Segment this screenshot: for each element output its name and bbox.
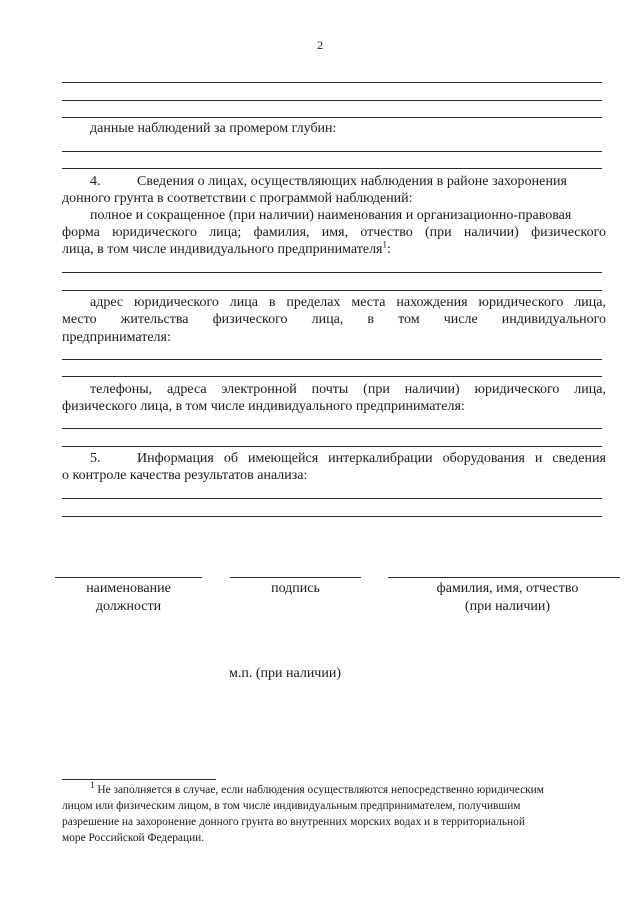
fill-line (62, 272, 602, 273)
section-5-number: 5. (90, 451, 101, 466)
fill-line (62, 117, 602, 118)
footnote-line: разрешение на захоронение донного грунта во внутренних морских водах и в территориальной (62, 816, 525, 828)
page-number: 2 (317, 38, 323, 52)
caption-line: должности (95, 599, 162, 614)
word: лица (229, 295, 258, 310)
position-caption (55, 580, 202, 616)
word: имя, (321, 225, 349, 240)
fill-line (62, 376, 602, 377)
word: интеркалибрации (328, 451, 433, 466)
word: лица, (574, 382, 606, 397)
section-5-heading (137, 451, 606, 467)
footnote-mark: 1 (90, 780, 95, 791)
text: : (387, 242, 391, 257)
address-text-line (90, 295, 606, 311)
word: физического (212, 312, 288, 327)
word: наличии) (404, 382, 460, 397)
fill-line (62, 100, 602, 101)
section-4-heading: Сведения о лицах, осуществляющих наблюдения в районе захоронения (137, 174, 568, 189)
section-4-text-line (62, 225, 606, 241)
fill-line (62, 428, 602, 429)
word: жительства (120, 312, 189, 327)
caption-line: фамилия, имя, отчество (436, 581, 579, 596)
word: (при (424, 225, 452, 240)
section-4-text-line: донного грунта в соответствии с программой наблюдений: (62, 191, 413, 206)
depth-measurements-label: данные наблюдений за промером глубин: (90, 121, 337, 136)
signature-caption (230, 580, 361, 598)
word: электронной (221, 382, 297, 397)
name-caption (400, 580, 615, 616)
word: юридического (134, 295, 219, 310)
address-text-line (62, 312, 606, 328)
fill-line (62, 516, 602, 517)
word: адреса (167, 382, 207, 397)
word: сведения (552, 451, 606, 466)
word: (при (363, 382, 390, 397)
word: имеющейся (247, 451, 319, 466)
word: юридического (112, 225, 197, 240)
word: фамилия, (253, 225, 310, 240)
section-4-number: 4. (90, 174, 101, 189)
word: лица, (311, 312, 344, 327)
word: в (268, 295, 276, 310)
signature-line (230, 577, 361, 578)
word: места (351, 295, 386, 310)
stamp-label: м.п. (при наличии) (229, 666, 341, 681)
word: об (223, 451, 238, 466)
fill-line (62, 498, 602, 499)
word: и (534, 451, 543, 466)
fill-line (62, 168, 602, 169)
fill-line (62, 151, 602, 152)
word: лица, (574, 295, 606, 310)
text: Не заполняется в случае, если наблюдения осуществляются непосредственно юридическим (97, 784, 544, 796)
caption-line: наименование (86, 581, 171, 596)
caption-line: подпись (271, 581, 320, 596)
fill-line (62, 82, 602, 83)
position-signature-line (55, 577, 202, 578)
word: форма (62, 225, 100, 240)
word: адрес (90, 295, 124, 310)
word: телефоны, (90, 382, 153, 397)
word: физического (531, 225, 606, 240)
fill-line (62, 359, 602, 360)
section-5-text-line: о контроле качества результатов анализа: (62, 468, 308, 483)
fill-line (62, 446, 602, 447)
word: почты (311, 382, 349, 397)
footnote-separator (62, 779, 216, 780)
section-4-text-line: полное и сокращенное (при наличии) наименования и организационно-правовая (90, 208, 572, 223)
word: индивидуального (501, 312, 606, 327)
phones-text-line: физического лица, в том числе индивидуального предпринимателя: (62, 399, 465, 414)
word: место (62, 312, 97, 327)
word: том (398, 312, 420, 327)
section-4-text-line (62, 239, 391, 258)
word: нахождения (396, 295, 468, 310)
caption-line: (при наличии) (464, 599, 551, 614)
word: юридического (474, 382, 560, 397)
word: наличии) (463, 225, 519, 240)
address-text-line: предпринимателя: (62, 330, 171, 345)
word: в (367, 312, 374, 327)
footnote-line: море Российской Федерации. (62, 832, 205, 844)
word: отчество (360, 225, 413, 240)
word: оборудования (442, 451, 525, 466)
word: числе (443, 312, 478, 327)
word: пределах (286, 295, 341, 310)
word: юридического (478, 295, 564, 310)
word: лица; (209, 225, 242, 240)
name-signature-line (388, 577, 620, 578)
footnote-line (90, 780, 544, 799)
word: Информация (137, 451, 214, 466)
footnote-reference: 1 (382, 239, 387, 250)
fill-line (62, 290, 602, 291)
text: лица, в том числе индивидуального предпринимателя (62, 242, 383, 257)
phones-text-line (90, 382, 606, 398)
footnote-line: лицом или физическим лицом, в том числе индивидуальным предпринимателем, получившим (62, 800, 521, 812)
